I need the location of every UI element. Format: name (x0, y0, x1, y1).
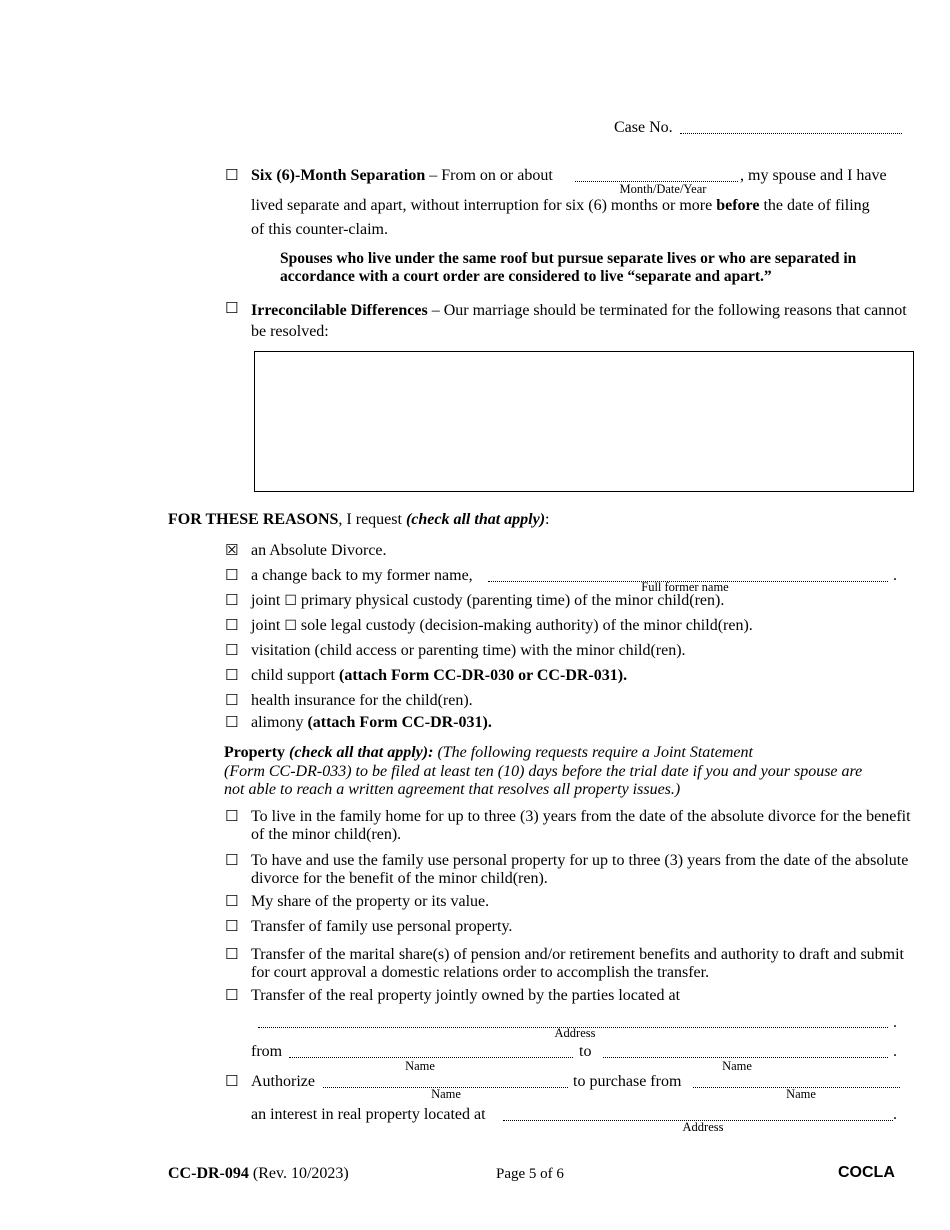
from-label: from (251, 1043, 283, 1060)
absolute-divorce-label: an Absolute Divorce. (251, 542, 387, 559)
alimony-checkbox[interactable]: ☐ (225, 713, 239, 731)
to-label: to (579, 1043, 592, 1060)
separation-line1-end: , my spouse and I have (740, 167, 887, 184)
my-share-checkbox[interactable]: ☐ (225, 892, 239, 910)
separation-checkbox[interactable]: ☐ (225, 166, 239, 184)
irreconcilable-checkbox[interactable]: ☐ (225, 299, 239, 317)
transfer-personal-label: Transfer of family use personal property. (251, 918, 513, 935)
cocla-brand: COCLA (838, 1164, 895, 1181)
transfer-pension-label: Transfer of the marital share(s) of pension and/or retirement benefits and authority to draft and submit for court approval a domestic relations order to accomplish the transfer. (251, 946, 904, 981)
authorize-checkbox[interactable]: ☐ (225, 1072, 239, 1090)
authorize-label: Authorize (251, 1073, 315, 1090)
physical-custody-checkbox[interactable]: ☐ (225, 591, 239, 609)
joint-legal-checkbox[interactable]: ☐ (284, 618, 297, 634)
child-support-checkbox[interactable]: ☐ (225, 666, 239, 684)
from-to-period: . (893, 1043, 897, 1060)
name-change-period: . (893, 567, 897, 584)
irreconcilable-reasons-box[interactable] (254, 351, 914, 492)
transfer-pension-checkbox[interactable]: ☐ (225, 945, 239, 963)
health-insurance-label: health insurance for the child(ren). (251, 692, 473, 709)
purchase-name-caption: Name (786, 1087, 816, 1101)
former-name-caption: Full former name (641, 580, 729, 594)
authorize-name-caption: Name (431, 1087, 461, 1101)
case-number-label: Case No. (614, 119, 673, 136)
reasons-heading: FOR THESE REASONS, I request (check all that apply): (168, 511, 550, 528)
separation-line3: of this counter-claim. (251, 221, 388, 238)
name-change-label: a change back to my former name, (251, 567, 473, 584)
transfer-real-checkbox[interactable]: ☐ (225, 986, 239, 1004)
page-number: Page 5 of 6 (496, 1166, 564, 1182)
name-change-checkbox[interactable]: ☐ (225, 566, 239, 584)
family-home-label: To live in the family home for up to three (3) years from the date of the absolute divorce for the benefit of the minor child(ren). (251, 808, 911, 843)
form-id: CC-DR-094 (Rev. 10/2023) (168, 1165, 349, 1182)
family-home-checkbox[interactable]: ☐ (225, 807, 239, 825)
purchase-label: to purchase from (573, 1073, 682, 1090)
separation-note: Spouses who live under the same roof but pursue separate lives or who are separated in accordance with a court order are considered to live “separate and apart.” (280, 250, 857, 285)
legal-custody-label: joint ☐ sole legal custody (decision-making authority) of the minor child(ren). (251, 617, 753, 634)
separation-line1: Six (6)-Month Separation – From on or about (251, 167, 553, 184)
interest-label: an interest in real property located at (251, 1106, 486, 1123)
transfer-real-label: Transfer of the real property jointly owned by the parties located at (251, 987, 681, 1004)
visitation-checkbox[interactable]: ☐ (225, 641, 239, 659)
address-period: . (893, 1014, 897, 1031)
my-share-label: My share of the property or its value. (251, 893, 490, 910)
irreconcilable-text: Irreconcilable Differences – Our marriage should be terminated for the following reasons that cannot be resolved: (251, 302, 907, 340)
physical-custody-label: joint ☐ primary physical custody (parenting time) of the minor child(ren). (251, 592, 725, 609)
case-number-field[interactable] (680, 133, 902, 134)
legal-custody-checkbox[interactable]: ☐ (225, 616, 239, 634)
joint-physical-checkbox[interactable]: ☐ (284, 593, 297, 609)
property-intro-line2: (Form CC-DR-033) to be filed at least ten (10) days before the trial date if you and your spouse are (224, 763, 863, 780)
child-support-label: child support (attach Form CC-DR-030 or CC-DR-031). (251, 667, 628, 684)
from-name-field[interactable] (289, 1057, 573, 1058)
personal-property-checkbox[interactable]: ☐ (225, 851, 239, 869)
date-caption: Month/Date/Year (619, 182, 707, 196)
interest-period: . (893, 1106, 897, 1123)
interest-address-caption: Address (682, 1120, 724, 1134)
property-intro-line3: not able to reach a written agreement that resolves all property issues.) (224, 781, 681, 798)
personal-property-label: To have and use the family use personal property for up to three (3) years from the date of the absolute divorce for the benefit of the minor child(ren). (251, 852, 909, 887)
address-caption: Address (554, 1026, 596, 1040)
to-name-field[interactable] (603, 1057, 888, 1058)
transfer-personal-checkbox[interactable]: ☐ (225, 917, 239, 935)
visitation-label: visitation (child access or parenting time) with the minor child(ren). (251, 642, 686, 659)
to-name-caption: Name (722, 1059, 752, 1073)
health-insurance-checkbox[interactable]: ☐ (225, 691, 239, 709)
alimony-label: alimony (attach Form CC-DR-031). (251, 714, 492, 731)
absolute-divorce-checkbox[interactable]: ☒ (225, 541, 239, 559)
from-name-caption: Name (405, 1059, 435, 1073)
property-heading: Property (check all that apply): (The following requests require a Joint Statement (224, 744, 753, 761)
separation-line2: lived separate and apart, without interruption for six (6) months or more before the date of filing (251, 197, 870, 214)
